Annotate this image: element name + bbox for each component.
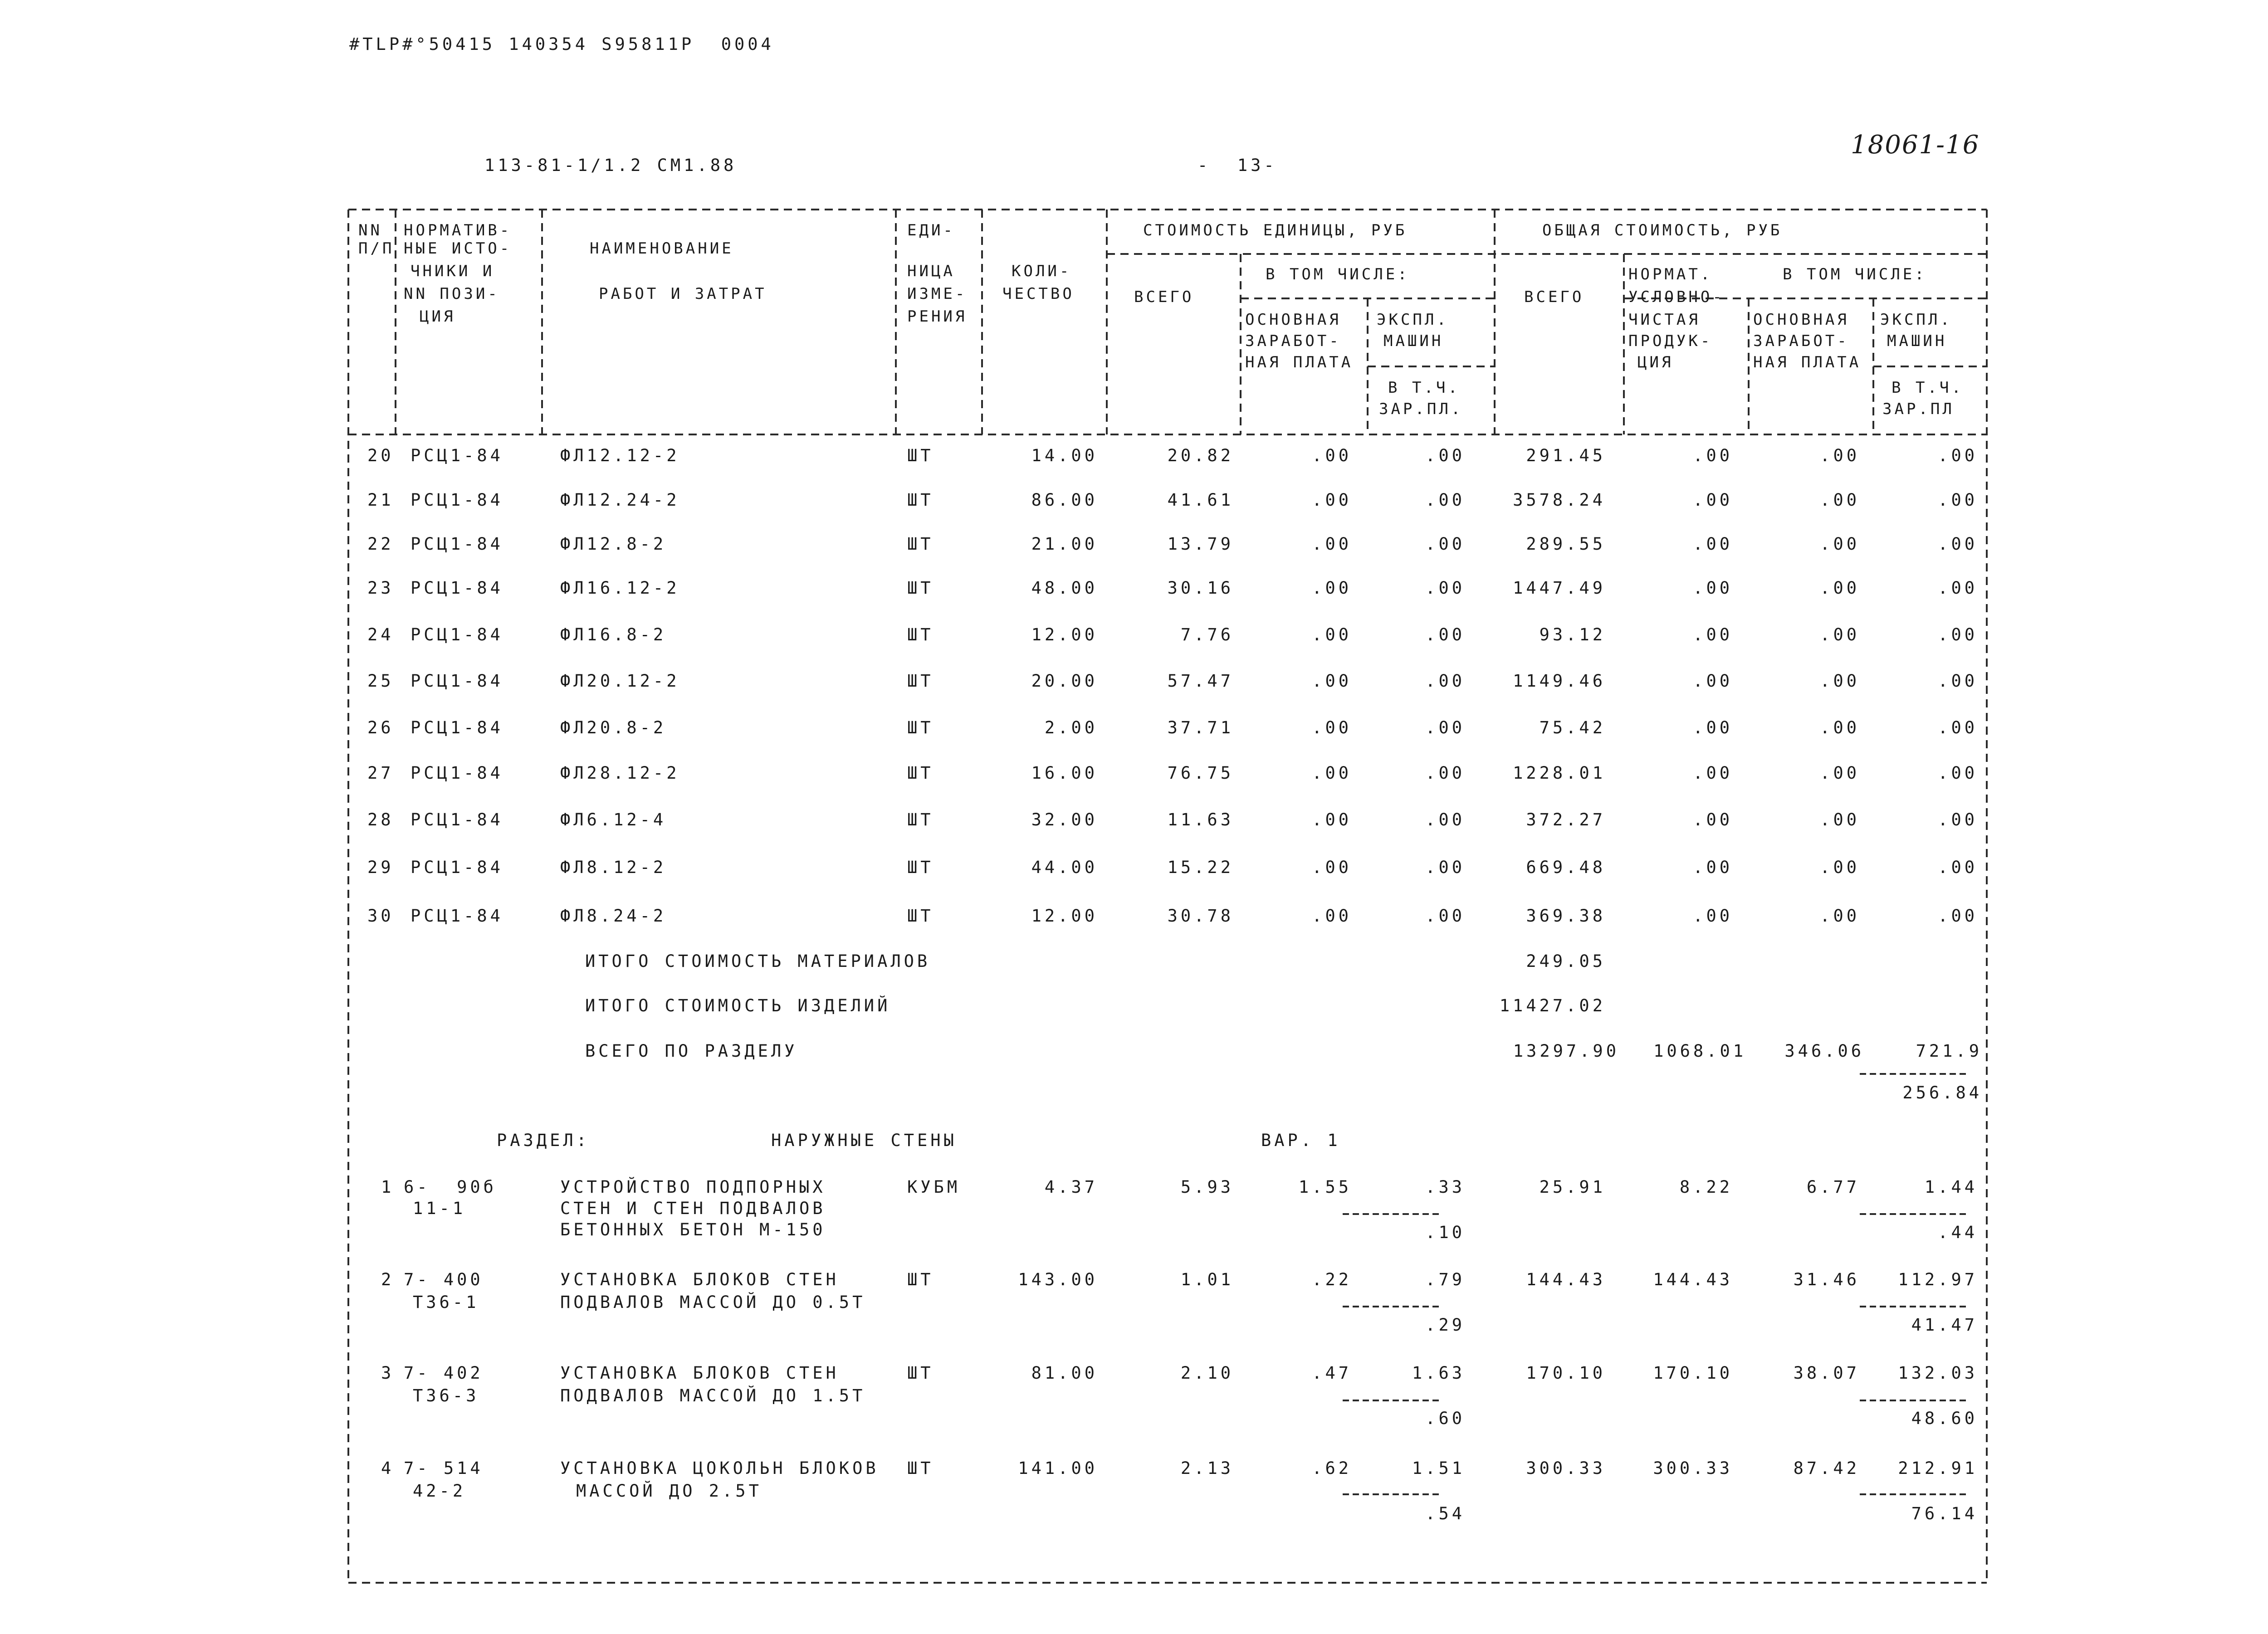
header-unit-mach-sub-1: В Т.Ч. bbox=[1388, 379, 1460, 397]
item-name-3: БЕТОННЫХ БЕТОН М-150 bbox=[560, 1220, 826, 1239]
row-number: 30 bbox=[367, 906, 394, 926]
row-total-wage: .00 bbox=[1820, 578, 1860, 598]
row-unit-mach: .00 bbox=[1425, 810, 1465, 829]
row-unit-mach: .00 bbox=[1425, 718, 1465, 737]
header-total-total: ВСЕГО bbox=[1524, 288, 1584, 306]
item-unit-wage: 1.55 bbox=[1298, 1177, 1352, 1197]
row-total-norm: .00 bbox=[1693, 625, 1733, 644]
total-section-mach: 721.9 bbox=[1916, 1041, 1982, 1061]
total-section-mach-wage: 256.84 bbox=[1902, 1083, 1982, 1102]
row-total-wage: .00 bbox=[1820, 490, 1860, 510]
header-unit-1: ЕДИ- bbox=[907, 221, 955, 239]
header-source-1: НОРМАТИВ- bbox=[404, 221, 512, 239]
item-unit-total: 1.01 bbox=[1180, 1270, 1234, 1289]
row-unit-total: 76.75 bbox=[1167, 763, 1234, 783]
row-name: ФЛ16.8-2 bbox=[560, 625, 667, 644]
row-unit-total: 30.78 bbox=[1167, 906, 1234, 926]
header-unit-mach-1: ЭКСПЛ. bbox=[1377, 311, 1449, 329]
item-name-1: УСТРОЙСТВО ПОДПОРНЫХ bbox=[560, 1177, 826, 1197]
row-source: РСЦ1-84 bbox=[411, 763, 503, 783]
row-unit: ШТ bbox=[907, 671, 934, 691]
sheet-reference: 113-81-1/1.2 CM1.88 bbox=[484, 156, 737, 175]
header-total-wage-2: ЗАРАБОТ- bbox=[1753, 332, 1849, 350]
row-unit-wage: .00 bbox=[1312, 490, 1352, 510]
row-unit-mach: .00 bbox=[1425, 906, 1465, 926]
row-unit: ШТ bbox=[907, 763, 934, 783]
item-total: 144.43 bbox=[1526, 1270, 1606, 1289]
item-name-1: УСТАНОВКА БЛОКОВ СТЕН bbox=[560, 1270, 839, 1289]
row-total-mach: .00 bbox=[1938, 810, 1978, 829]
item-name-2: МАССОЙ ДО 2.5Т bbox=[576, 1481, 762, 1501]
item-unit: ШТ bbox=[907, 1458, 934, 1478]
header-total-mach-sub-2: ЗАР.ПЛ bbox=[1882, 400, 1955, 418]
item-source-1: 7- 400 bbox=[404, 1270, 484, 1289]
row-unit-wage: .00 bbox=[1312, 763, 1352, 783]
item-number: 3 bbox=[381, 1363, 395, 1383]
item-total-norm: 144.43 bbox=[1653, 1270, 1733, 1289]
row-total: 291.45 bbox=[1526, 446, 1606, 465]
item-name-2: СТЕН И СТЕН ПОДВАЛОВ bbox=[560, 1199, 826, 1218]
header-norm-5: ЦИЯ bbox=[1637, 353, 1674, 371]
row-unit-wage: .00 bbox=[1312, 446, 1352, 465]
row-unit: ШТ bbox=[907, 490, 934, 510]
row-source: РСЦ1-84 bbox=[411, 858, 503, 877]
header-unit-wage-1: ОСНОВНАЯ bbox=[1245, 311, 1341, 329]
header-unit-total: ВСЕГО bbox=[1134, 288, 1194, 306]
total-materials-label: ИТОГО СТОИМОСТЬ МАТЕРИАЛОВ bbox=[585, 951, 931, 971]
header-total-mach-sub-1: В Т.Ч. bbox=[1892, 379, 1964, 397]
item-unit-mach-wage: .60 bbox=[1425, 1409, 1465, 1428]
row-unit-wage: .00 bbox=[1312, 534, 1352, 554]
row-total-norm: .00 bbox=[1693, 810, 1733, 829]
header-total-incl: В ТОМ ЧИСЛЕ: bbox=[1783, 265, 1927, 283]
row-unit: ШТ bbox=[907, 625, 934, 644]
row-total-wage: .00 bbox=[1820, 446, 1860, 465]
row-name: ФЛ12.8-2 bbox=[560, 534, 667, 554]
row-source: РСЦ1-84 bbox=[411, 625, 503, 644]
row-qty: 14.00 bbox=[1031, 446, 1098, 465]
row-name: ФЛ12.24-2 bbox=[560, 490, 680, 510]
header-unit-cost: СТОИМОСТЬ ЕДИНИЦЫ, РУБ bbox=[1143, 221, 1408, 239]
row-total-norm: .00 bbox=[1693, 718, 1733, 737]
item-qty: 143.00 bbox=[1018, 1270, 1098, 1289]
header-source-5: ЦИЯ bbox=[420, 307, 456, 326]
item-unit: КУБМ bbox=[907, 1177, 961, 1197]
item-unit-total: 5.93 bbox=[1180, 1177, 1234, 1197]
row-total-wage: .00 bbox=[1820, 625, 1860, 644]
row-unit: ШТ bbox=[907, 534, 934, 554]
row-number: 26 bbox=[367, 718, 394, 737]
item-unit-total: 2.13 bbox=[1180, 1458, 1234, 1478]
row-unit-mach: .00 bbox=[1425, 671, 1465, 691]
row-name: ФЛ8.12-2 bbox=[560, 858, 667, 877]
total-section-value: 13297.90 bbox=[1513, 1041, 1619, 1061]
row-source: РСЦ1-84 bbox=[411, 810, 503, 829]
header-pp: П/П bbox=[358, 239, 395, 258]
item-number: 2 bbox=[381, 1270, 395, 1289]
row-total-mach: .00 bbox=[1938, 578, 1978, 598]
row-qty: 12.00 bbox=[1031, 625, 1098, 644]
total-section-norm: 1068.01 bbox=[1653, 1041, 1746, 1061]
header-total-mach-1: ЭКСПЛ. bbox=[1880, 311, 1952, 329]
row-number: 22 bbox=[367, 534, 394, 554]
item-unit-wage: .62 bbox=[1312, 1458, 1352, 1478]
item-total-mach-wage: .44 bbox=[1938, 1223, 1978, 1242]
item-unit: ШТ bbox=[907, 1270, 934, 1289]
row-source: РСЦ1-84 bbox=[411, 490, 503, 510]
item-source-1: 7- 402 bbox=[404, 1363, 484, 1383]
row-unit: ШТ bbox=[907, 446, 934, 465]
item-unit-mach: 1.63 bbox=[1412, 1363, 1465, 1383]
row-qty: 2.00 bbox=[1044, 718, 1098, 737]
row-name: ФЛ8.24-2 bbox=[560, 906, 667, 926]
header-qty-1: КОЛИ- bbox=[1012, 262, 1072, 280]
row-qty: 32.00 bbox=[1031, 810, 1098, 829]
row-total-norm: .00 bbox=[1693, 763, 1733, 783]
total-section-label: ВСЕГО ПО РАЗДЕЛУ bbox=[585, 1041, 798, 1061]
row-unit-wage: .00 bbox=[1312, 718, 1352, 737]
item-name-1: УСТАНОВКА ЦОКОЛЬН БЛОКОВ bbox=[560, 1458, 879, 1478]
row-total-mach: .00 bbox=[1938, 625, 1978, 644]
header-source-2: НЫЕ ИСТО- bbox=[404, 239, 512, 258]
row-unit-total: 20.82 bbox=[1167, 446, 1234, 465]
header-unit-wage-2: ЗАРАБОТ- bbox=[1245, 332, 1341, 350]
item-source-1: 7- 514 bbox=[404, 1458, 484, 1478]
row-unit: ШТ bbox=[907, 810, 934, 829]
row-number: 23 bbox=[367, 578, 394, 598]
row-total: 3578.24 bbox=[1513, 490, 1606, 510]
header-total-cost: ОБЩАЯ СТОИМОСТЬ, РУБ bbox=[1542, 221, 1783, 239]
row-total-mach: .00 bbox=[1938, 763, 1978, 783]
row-unit-total: 11.63 bbox=[1167, 810, 1234, 829]
item-name-1: УСТАНОВКА БЛОКОВ СТЕН bbox=[560, 1363, 839, 1383]
row-unit-wage: .00 bbox=[1312, 625, 1352, 644]
item-total-mach: 212.91 bbox=[1898, 1458, 1978, 1478]
row-total-wage: .00 bbox=[1820, 534, 1860, 554]
handwritten-mark: 18061-16 bbox=[1851, 130, 1980, 160]
row-source: РСЦ1-84 bbox=[411, 718, 503, 737]
item-name-2: ПОДВАЛОВ МАССОЙ ДО 0.5Т bbox=[560, 1293, 866, 1312]
header-source-3: ЧНИКИ И bbox=[411, 262, 495, 280]
row-total: 1228.01 bbox=[1513, 763, 1606, 783]
row-unit-wage: .00 bbox=[1312, 578, 1352, 598]
item-number: 4 bbox=[381, 1458, 395, 1478]
item-source-1: 6- 90б bbox=[404, 1177, 497, 1197]
header-unit-mach-2: МАШИН bbox=[1383, 332, 1444, 350]
row-unit-wage: .00 bbox=[1312, 858, 1352, 877]
row-number: 27 bbox=[367, 763, 394, 783]
row-total: 669.48 bbox=[1526, 858, 1606, 877]
row-number: 21 bbox=[367, 490, 394, 510]
row-total: 93.12 bbox=[1539, 625, 1606, 644]
row-total: 1149.46 bbox=[1513, 671, 1606, 691]
item-total-wage: 6.77 bbox=[1806, 1177, 1860, 1197]
item-total-mach-wage: 76.14 bbox=[1911, 1504, 1978, 1523]
row-total-norm: .00 bbox=[1693, 671, 1733, 691]
row-total-mach: .00 bbox=[1938, 858, 1978, 877]
row-unit-mach: .00 bbox=[1425, 534, 1465, 554]
item-total-wage: 87.42 bbox=[1793, 1458, 1860, 1478]
item-source-2: 42-2 bbox=[413, 1481, 466, 1501]
row-total: 75.42 bbox=[1539, 718, 1606, 737]
row-number: 25 bbox=[367, 671, 394, 691]
row-total-norm: .00 bbox=[1693, 578, 1733, 598]
row-name: ФЛ6.12-4 bbox=[560, 810, 667, 829]
total-section-wage: 346.06 bbox=[1784, 1041, 1864, 1061]
item-unit-mach-wage: .10 bbox=[1425, 1223, 1465, 1242]
row-total: 289.55 bbox=[1526, 534, 1606, 554]
row-total: 369.38 bbox=[1526, 906, 1606, 926]
header-norm-4: ПРОДУК- bbox=[1628, 332, 1713, 350]
header-unit-3: ИЗМЕ- bbox=[907, 285, 968, 303]
header-total-mach-2: МАШИН bbox=[1887, 332, 1947, 350]
row-unit-total: 41.61 bbox=[1167, 490, 1234, 510]
row-total: 372.27 bbox=[1526, 810, 1606, 829]
row-total-norm: .00 bbox=[1693, 534, 1733, 554]
row-qty: 21.00 bbox=[1031, 534, 1098, 554]
item-total: 300.33 bbox=[1526, 1458, 1606, 1478]
page-number: - 13- bbox=[1198, 156, 1277, 175]
row-unit: ШТ bbox=[907, 906, 934, 926]
row-unit-total: 57.47 bbox=[1167, 671, 1234, 691]
row-qty: 20.00 bbox=[1031, 671, 1098, 691]
item-total-mach: 132.03 bbox=[1898, 1363, 1978, 1383]
item-total-norm: 8.22 bbox=[1679, 1177, 1733, 1197]
row-qty: 16.00 bbox=[1031, 763, 1098, 783]
row-source: РСЦ1-84 bbox=[411, 671, 503, 691]
row-name: ФЛ12.12-2 bbox=[560, 446, 680, 465]
item-total-norm: 300.33 bbox=[1653, 1458, 1733, 1478]
row-unit-mach: .00 bbox=[1425, 490, 1465, 510]
item-unit-mach: .79 bbox=[1425, 1270, 1465, 1289]
item-qty: 81.00 bbox=[1031, 1363, 1098, 1383]
row-unit-total: 30.16 bbox=[1167, 578, 1234, 598]
item-unit-mach: 1.51 bbox=[1412, 1458, 1465, 1478]
row-name: ФЛ20.12-2 bbox=[560, 671, 680, 691]
row-total-norm: .00 bbox=[1693, 490, 1733, 510]
header-unit-incl: В ТОМ ЧИСЛЕ: bbox=[1266, 265, 1410, 283]
row-unit: ШТ bbox=[907, 858, 934, 877]
header-qty-2: ЧЕСТВО bbox=[1002, 285, 1075, 303]
section-variant: ВАР. 1 bbox=[1261, 1131, 1341, 1150]
row-name: ФЛ20.8-2 bbox=[560, 718, 667, 737]
item-total: 170.10 bbox=[1526, 1363, 1606, 1383]
row-number: 29 bbox=[367, 858, 394, 877]
item-unit-total: 2.10 bbox=[1180, 1363, 1234, 1383]
row-unit-wage: .00 bbox=[1312, 810, 1352, 829]
item-total: 25.91 bbox=[1539, 1177, 1606, 1197]
item-unit-mach: .33 bbox=[1425, 1177, 1465, 1197]
row-total: 1447.49 bbox=[1513, 578, 1606, 598]
row-unit: ШТ bbox=[907, 578, 934, 598]
header-name-2: РАБОТ И ЗАТРАТ bbox=[599, 285, 767, 303]
row-source: РСЦ1-84 bbox=[411, 446, 503, 465]
row-unit-mach: .00 bbox=[1425, 763, 1465, 783]
row-number: 20 bbox=[367, 446, 394, 465]
row-unit-mach: .00 bbox=[1425, 578, 1465, 598]
row-qty: 86.00 bbox=[1031, 490, 1098, 510]
row-qty: 12.00 bbox=[1031, 906, 1098, 926]
row-number: 28 bbox=[367, 810, 394, 829]
header-norm-2: УСЛОВНО- bbox=[1628, 288, 1725, 306]
row-unit-total: 15.22 bbox=[1167, 858, 1234, 877]
row-unit-total: 7.76 bbox=[1180, 625, 1234, 644]
total-products-label: ИТОГО СТОИМОСТЬ ИЗДЕЛИЙ bbox=[585, 996, 891, 1015]
header-source-4: NN ПОЗИ- bbox=[404, 285, 500, 303]
item-total-wage: 31.46 bbox=[1793, 1270, 1860, 1289]
header-unit-mach-sub-2: ЗАР.ПЛ. bbox=[1379, 400, 1463, 418]
row-source: РСЦ1-84 bbox=[411, 534, 503, 554]
item-total-mach-wage: 41.47 bbox=[1911, 1315, 1978, 1335]
header-unit-2: НИЦА bbox=[907, 262, 955, 280]
item-total-norm: 170.10 bbox=[1653, 1363, 1733, 1383]
row-unit-wage: .00 bbox=[1312, 906, 1352, 926]
row-unit-mach: .00 bbox=[1425, 446, 1465, 465]
header-name-1: НАИМЕНОВАНИЕ bbox=[590, 239, 734, 258]
row-unit: ШТ bbox=[907, 718, 934, 737]
row-total-wage: .00 bbox=[1820, 810, 1860, 829]
row-name: ФЛ16.12-2 bbox=[560, 578, 680, 598]
row-total-norm: .00 bbox=[1693, 446, 1733, 465]
row-total-mach: .00 bbox=[1938, 534, 1978, 554]
total-materials-value: 249.05 bbox=[1526, 951, 1606, 971]
row-unit-total: 37.71 bbox=[1167, 718, 1234, 737]
row-total-wage: .00 bbox=[1820, 763, 1860, 783]
item-unit-mach-wage: .29 bbox=[1425, 1315, 1465, 1335]
header-total-wage-1: ОСНОВНАЯ bbox=[1753, 311, 1849, 329]
row-source: РСЦ1-84 bbox=[411, 906, 503, 926]
item-unit-mach-wage: .54 bbox=[1425, 1504, 1465, 1523]
item-number: 1 bbox=[381, 1177, 395, 1197]
item-source-2: Т36-1 bbox=[413, 1293, 479, 1312]
item-unit-wage: .22 bbox=[1312, 1270, 1352, 1289]
header-unit-4: РЕНИЯ bbox=[907, 307, 968, 326]
row-unit-mach: .00 bbox=[1425, 858, 1465, 877]
item-total-mach: 112.97 bbox=[1898, 1270, 1978, 1289]
item-source-2: Т36-3 bbox=[413, 1386, 479, 1405]
item-qty: 4.37 bbox=[1044, 1177, 1098, 1197]
row-name: ФЛ28.12-2 bbox=[560, 763, 680, 783]
row-total-wage: .00 bbox=[1820, 906, 1860, 926]
header-norm-3: ЧИСТАЯ bbox=[1628, 311, 1701, 329]
row-total-wage: .00 bbox=[1820, 858, 1860, 877]
row-total-mach: .00 bbox=[1938, 906, 1978, 926]
row-total-wage: .00 bbox=[1820, 671, 1860, 691]
row-total-wage: .00 bbox=[1820, 718, 1860, 737]
row-qty: 48.00 bbox=[1031, 578, 1098, 598]
row-total-mach: .00 bbox=[1938, 446, 1978, 465]
item-unit-wage: .47 bbox=[1312, 1363, 1352, 1383]
item-name-2: ПОДВАЛОВ МАССОЙ ДО 1.5Т bbox=[560, 1386, 866, 1405]
item-total-mach: 1.44 bbox=[1924, 1177, 1978, 1197]
row-unit-wage: .00 bbox=[1312, 671, 1352, 691]
row-total-mach: .00 bbox=[1938, 671, 1978, 691]
row-number: 24 bbox=[367, 625, 394, 644]
header-unit-wage-3: НАЯ ПЛАТА bbox=[1245, 353, 1354, 371]
row-source: РСЦ1-84 bbox=[411, 578, 503, 598]
row-total-norm: .00 bbox=[1693, 858, 1733, 877]
header-total-wage-3: НАЯ ПЛАТА bbox=[1753, 353, 1862, 371]
section-label: РАЗДЕЛ: bbox=[497, 1131, 590, 1150]
item-qty: 141.00 bbox=[1018, 1458, 1098, 1478]
item-source-2: 11-1 bbox=[413, 1199, 466, 1218]
section-title: НАРУЖНЫЕ СТЕНЫ bbox=[771, 1131, 957, 1150]
item-total-mach-wage: 48.60 bbox=[1911, 1409, 1978, 1428]
item-total-wage: 38.07 bbox=[1793, 1363, 1860, 1383]
header-nn: NN bbox=[358, 221, 382, 239]
total-products-value: 11427.02 bbox=[1499, 996, 1606, 1015]
row-total-mach: .00 bbox=[1938, 490, 1978, 510]
row-unit-total: 13.79 bbox=[1167, 534, 1234, 554]
row-total-norm: .00 bbox=[1693, 906, 1733, 926]
row-qty: 44.00 bbox=[1031, 858, 1098, 877]
row-total-mach: .00 bbox=[1938, 718, 1978, 737]
item-unit: ШТ bbox=[907, 1363, 934, 1383]
header-norm-1: НОРМАТ. bbox=[1628, 265, 1713, 283]
row-unit-mach: .00 bbox=[1425, 625, 1465, 644]
document-code: #TLP#°50415 140354 S95811P 0004 bbox=[349, 34, 774, 54]
